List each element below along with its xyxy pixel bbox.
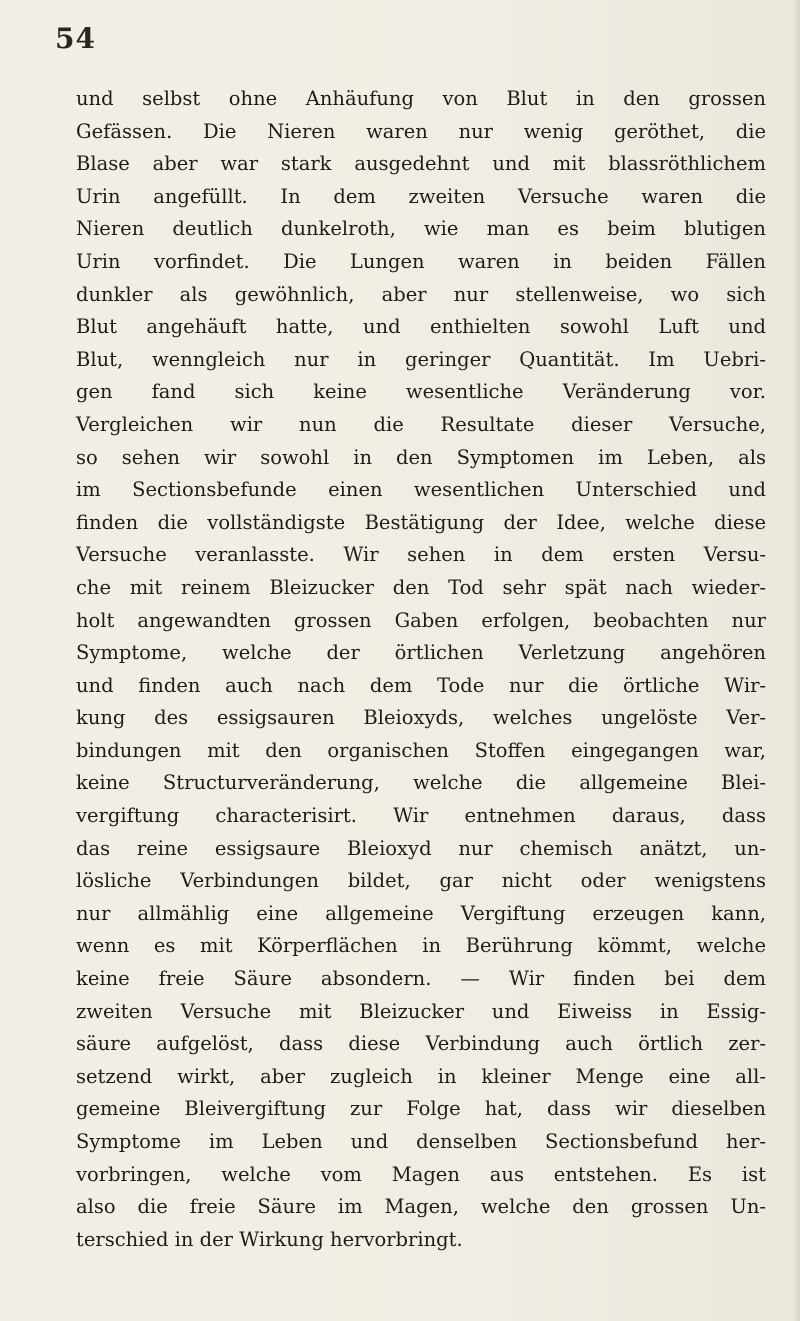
- text-line: vergiftung characterisirt. Wir entnehmen daraus, dass: [76, 804, 766, 828]
- text-line: che mit reinem Bleizucker den Tod sehr spät nach wieder-: [76, 575, 766, 599]
- text-line: terschied in der Wirkung hervorbringt.: [76, 1227, 463, 1251]
- text-line: Nieren deutlich dunkelroth, wie man es beim blutigen: [76, 217, 766, 241]
- body-text: [76, 83, 766, 1256]
- text-line: das reine essigsaure Bleioxyd nur chemisch anätzt, un-: [76, 836, 766, 860]
- text-line: finden die vollständigste Bestätigung der Idee, welche diese: [76, 510, 766, 534]
- text-line: zweiten Versuche mit Bleizucker und Eiweiss in Essig-: [76, 999, 766, 1023]
- text-line: Blase aber war stark ausgedehnt und mit blassröthlichem: [76, 152, 766, 176]
- text-line: und selbst ohne Anhäufung von Blut in den grossen: [76, 87, 766, 110]
- text-line: so sehen wir sowohl in den Symptomen im Leben, als: [76, 445, 766, 469]
- text-line: Symptome im Leben und denselben Sectionsbefund her-: [76, 1130, 766, 1153]
- text-line: holt angewandten grossen Gaben erfolgen, beobachten nur: [76, 608, 766, 632]
- text-line: vorbringen, welche vom Magen aus entstehen. Es ist: [76, 1162, 766, 1186]
- text-line: setzend wirkt, aber zugleich in kleiner Menge eine all-: [76, 1064, 766, 1088]
- text-line: Symptome, welche der örtlichen Verletzung angehören: [76, 641, 766, 665]
- text-line: gen fand sich keine wesentliche Veränderung vor.: [76, 380, 766, 404]
- text-line: bindungen mit den organischen Stoffen eingegangen war,: [76, 738, 766, 762]
- text-line: gemeine Bleivergiftung zur Folge hat, dass wir dieselben: [76, 1097, 766, 1121]
- text-line: dunkler als gewöhnlich, aber nur stellenweise, wo sich: [76, 282, 766, 306]
- text-line: lösliche Verbindungen bildet, gar nicht oder wenigstens: [76, 869, 766, 893]
- text-line: säure aufgelöst, dass diese Verbindung auch örtlich zer-: [76, 1032, 766, 1056]
- text-line: Vergleichen wir nun die Resultate dieser Versuche,: [76, 412, 766, 436]
- text-line: wenn es mit Körperflächen in Berührung kömmt, welche: [76, 934, 766, 958]
- text-line: Urin vorfindet. Die Lungen waren in beiden Fällen: [76, 249, 766, 273]
- text-line: Blut, wenngleich nur in geringer Quantität. Im Uebri-: [76, 347, 766, 371]
- text-line: nur allmählig eine allgemeine Vergiftung erzeugen kann,: [76, 901, 766, 925]
- page-edge: [794, 0, 800, 1321]
- text-line: keine Structurveränderung, welche die allgemeine Blei-: [76, 771, 766, 795]
- page-number: 54: [55, 22, 96, 55]
- text-line: Urin angefüllt. In dem zweiten Versuche waren die: [76, 184, 766, 208]
- text-line: keine freie Säure absondern. — Wir finden bei dem: [76, 967, 766, 991]
- text-line: also die freie Säure im Magen, welche den grossen Un-: [76, 1195, 766, 1219]
- text-line: Versuche veranlasste. Wir sehen in dem ersten Versu-: [76, 543, 766, 567]
- text-line: und finden auch nach dem Tode nur die örtliche Wir-: [76, 673, 766, 697]
- text-line: im Sectionsbefunde einen wesentlichen Unterschied und: [76, 478, 766, 502]
- text-line: kung des essigsauren Bleioxyds, welches ungelöste Ver-: [76, 706, 766, 730]
- text-line: Gefässen. Die Nieren waren nur wenig geröthet, die: [76, 119, 766, 143]
- text-line: Blut angehäuft hatte, und enthielten sowohl Luft und: [76, 315, 766, 339]
